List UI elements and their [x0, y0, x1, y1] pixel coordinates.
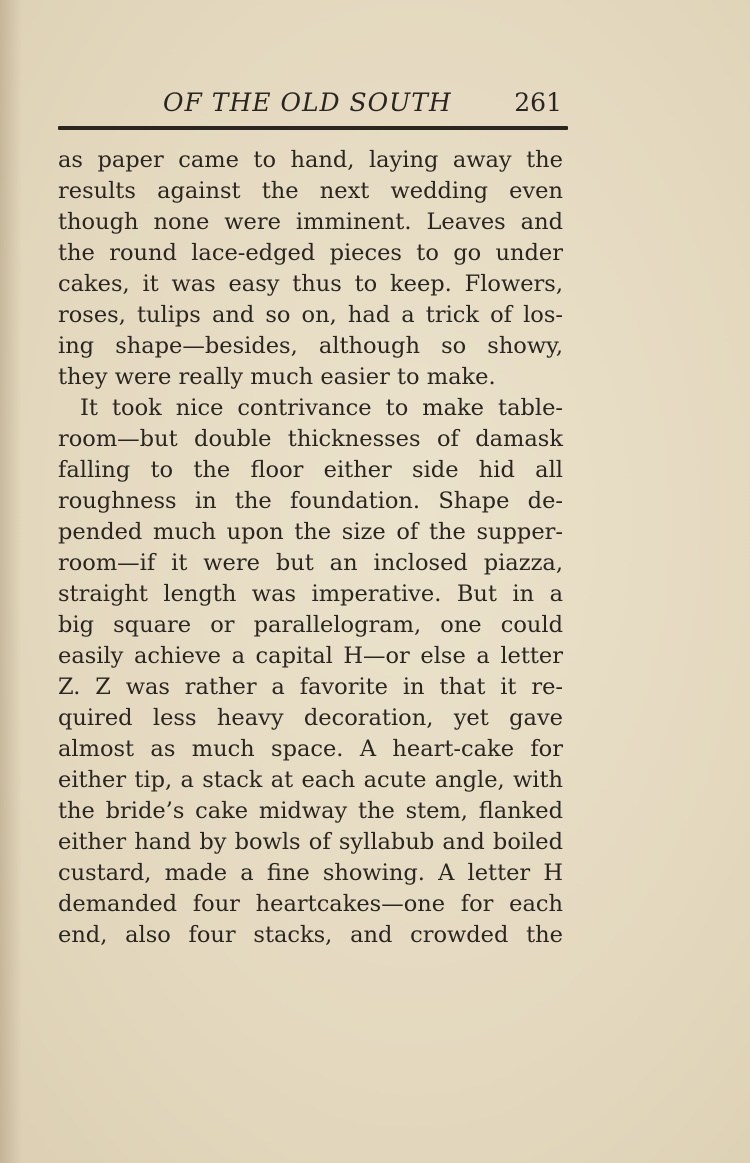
text-line: the bride’s cake midway the stem, flanked	[58, 798, 563, 824]
text-line: though none were imminent. Leaves and	[58, 209, 563, 235]
body-text	[58, 145, 563, 951]
text-line: either hand by bowls of syllabub and boiled	[58, 829, 563, 855]
text-line: results against the next wedding even	[58, 178, 563, 204]
text-line: straight length was imperative. But in a	[58, 581, 563, 607]
header-rule	[58, 126, 568, 130]
text-line: end, also four stacks, and crowded the	[58, 922, 563, 948]
running-head-title: OF THE OLD SOUTH	[163, 88, 452, 117]
text-line: quired less heavy decoration, yet gave	[58, 705, 563, 731]
text-line: ing shape—besides, although so showy,	[58, 333, 563, 359]
text-line: demanded four heartcakes—one for each	[58, 891, 563, 917]
text-line: either tip, a stack at each acute angle, with	[58, 767, 563, 793]
text-line: pended much upon the size of the supper-	[58, 519, 563, 545]
text-line: roughness in the foundation. Shape de-	[58, 488, 563, 514]
text-line: big square or parallelogram, one could	[58, 612, 563, 638]
running-head	[58, 86, 566, 126]
text-line: as paper came to hand, laying away the	[58, 147, 563, 173]
text-line: the round lace-edged pieces to go under	[58, 240, 563, 266]
text-line: room—if it were but an inclosed piazza,	[58, 550, 563, 576]
text-line: falling to the floor either side hid all	[58, 457, 563, 483]
page-number: 261	[514, 88, 562, 117]
text-line: room—but double thicknesses of damask	[58, 426, 563, 452]
text-line: they were really much easier to make.	[58, 364, 496, 390]
text-line: roses, tulips and so on, had a trick of los-	[58, 302, 563, 328]
spine-shadow	[0, 0, 22, 1163]
paragraph-start-line: It took nice contrivance to make table-	[80, 395, 563, 421]
text-line: almost as much space. A heart-cake for	[58, 736, 563, 762]
text-line: custard, made a fine showing. A letter H	[58, 860, 563, 886]
text-line: Z. Z was rather a favorite in that it re-	[58, 674, 563, 700]
text-line: easily achieve a capital H—or else a letter	[58, 643, 563, 669]
text-line: cakes, it was easy thus to keep. Flowers,	[58, 271, 563, 297]
